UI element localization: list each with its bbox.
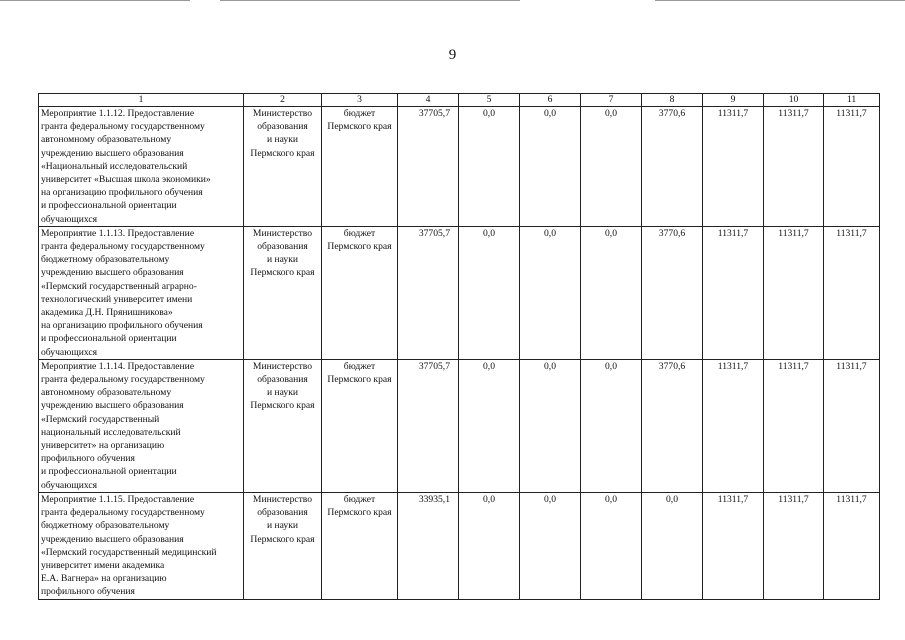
page-number: 9 <box>448 47 457 63</box>
value-cell: 37705,7 <box>398 359 459 492</box>
col-header: 6 <box>520 94 581 107</box>
value-cell: 3770,6 <box>642 226 703 359</box>
value-cell: 11311,7 <box>824 359 880 492</box>
value-cell: 0,0 <box>520 492 581 599</box>
col-header: 7 <box>581 94 642 107</box>
value-cell: 11311,7 <box>824 107 880 227</box>
value-cell: 11311,7 <box>764 359 824 492</box>
value-cell: 37705,7 <box>398 107 459 227</box>
value-cell: 0,0 <box>581 359 642 492</box>
value-cell: 11311,7 <box>824 492 880 599</box>
col-header: 11 <box>824 94 880 107</box>
value-cell: 11311,7 <box>703 107 764 227</box>
value-cell: 0,0 <box>581 226 642 359</box>
col-header: 1 <box>39 94 244 107</box>
executor-cell: Министерство образования и науки Пермского края <box>244 359 322 492</box>
event-cell: Мероприятие 1.1.14. Предоставление гранта федеральному государственному автономному образовательному учреждению высшего образования «Пермский государственный национальный исследовательский университет» на организацию профильного обучения и профессиональной ориентации обучающихся <box>39 359 244 492</box>
value-cell: 0,0 <box>642 492 703 599</box>
col-header: 5 <box>459 94 520 107</box>
top-rule-right <box>655 0 905 1</box>
source-cell: бюджет Пермского края <box>322 226 398 359</box>
table-row <box>39 107 880 227</box>
budget-table <box>38 93 880 600</box>
table-row <box>39 492 880 599</box>
col-header: 3 <box>322 94 398 107</box>
value-cell: 11311,7 <box>764 226 824 359</box>
event-cell: Мероприятие 1.1.15. Предоставление гранта федеральному государственному бюджетному образовательному учреждению высшего образования «Пермский государственный медицинский университет имени академика Е.А. Вагнера» на организацию профильного обучения <box>39 492 244 599</box>
table-row <box>39 226 880 359</box>
value-cell: 0,0 <box>459 226 520 359</box>
header-row <box>39 94 880 107</box>
event-cell: Мероприятие 1.1.13. Предоставление гранта федеральному государственному бюджетному образовательному учреждению высшего образования «Пермский государственный аграрно- технологический университет имени академика Д.Н. Прянишникова» на организацию профильного обучения и профессиональной ориентации обучающихся <box>39 226 244 359</box>
col-header: 2 <box>244 94 322 107</box>
col-header: 8 <box>642 94 703 107</box>
value-cell: 11311,7 <box>764 492 824 599</box>
value-cell: 37705,7 <box>398 226 459 359</box>
executor-cell: Министерство образования и науки Пермского края <box>244 107 322 227</box>
value-cell: 11311,7 <box>824 226 880 359</box>
top-rule-left <box>0 0 190 1</box>
value-cell: 3770,6 <box>642 359 703 492</box>
executor-cell: Министерство образования и науки Пермского края <box>244 226 322 359</box>
col-header: 4 <box>398 94 459 107</box>
value-cell: 11311,7 <box>703 226 764 359</box>
value-cell: 0,0 <box>520 359 581 492</box>
value-cell: 0,0 <box>520 107 581 227</box>
table-row <box>39 359 880 492</box>
source-cell: бюджет Пермского края <box>322 107 398 227</box>
source-cell: бюджет Пермского края <box>322 492 398 599</box>
top-rule-middle <box>220 0 520 1</box>
col-header: 9 <box>703 94 764 107</box>
value-cell: 0,0 <box>581 107 642 227</box>
value-cell: 11311,7 <box>703 359 764 492</box>
value-cell: 0,0 <box>459 107 520 227</box>
value-cell: 3770,6 <box>642 107 703 227</box>
executor-cell: Министерство образования и науки Пермского края <box>244 492 322 599</box>
value-cell: 0,0 <box>581 492 642 599</box>
value-cell: 0,0 <box>459 492 520 599</box>
value-cell: 33935,1 <box>398 492 459 599</box>
event-cell: Мероприятие 1.1.12. Предоставление гранта федеральному государственному автономному образовательному учреждению высшего образования «Национальный исследовательский университет «Высшая школа экономики» на организацию профильного обучения и профессиональной ориентации обучающихся <box>39 107 244 227</box>
value-cell: 11311,7 <box>764 107 824 227</box>
source-cell: бюджет Пермского края <box>322 359 398 492</box>
value-cell: 0,0 <box>459 359 520 492</box>
value-cell: 11311,7 <box>703 492 764 599</box>
value-cell: 0,0 <box>520 226 581 359</box>
col-header: 10 <box>764 94 824 107</box>
